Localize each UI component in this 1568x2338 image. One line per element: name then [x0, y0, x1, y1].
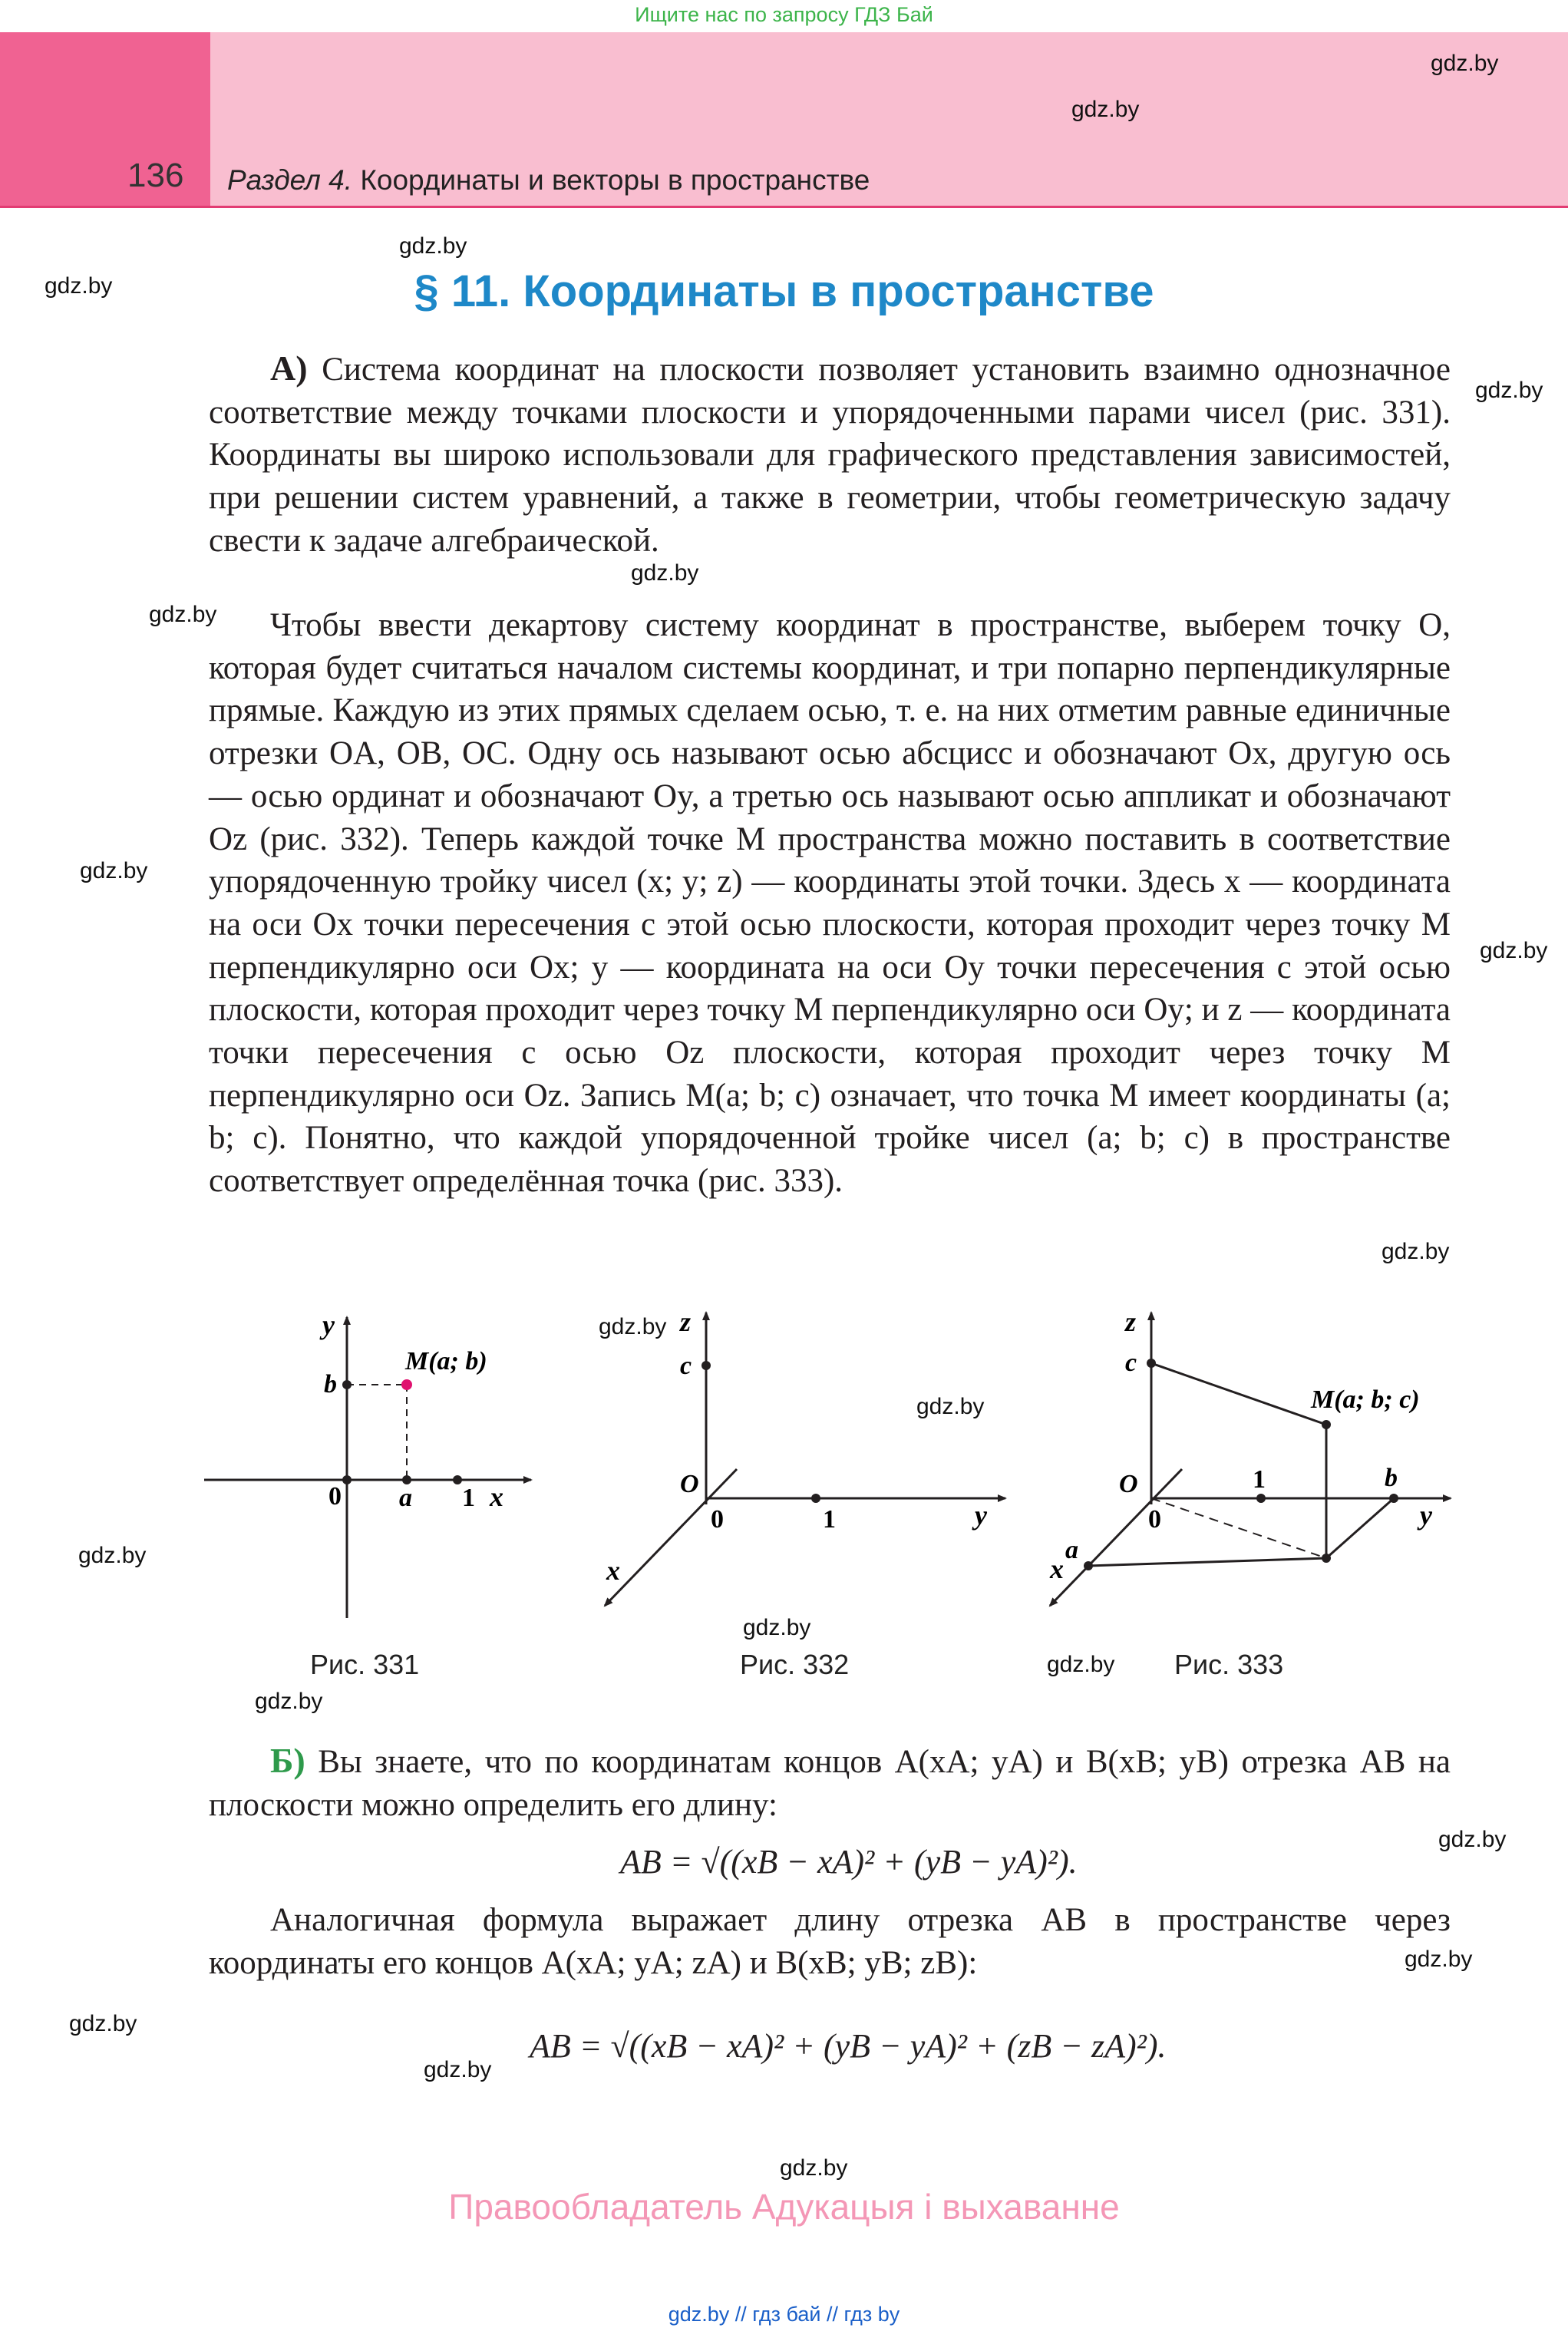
part-b-text-1: Вы знаете, что по координатам концов A(xA; yA) и B(xB; yB) отрезка AB на плоскости можно определить его длину: [209, 1744, 1451, 1823]
watermark: gdz.by [45, 273, 113, 299]
c-to-m-line [1151, 1363, 1326, 1425]
point-a [1084, 1561, 1093, 1570]
y-label: y [975, 1500, 987, 1531]
unit-point [811, 1494, 820, 1503]
b-label: b [324, 1370, 337, 1399]
figure-332-caption: Рис. 332 [740, 1649, 850, 1680]
watermark: gdz.by [1438, 1827, 1507, 1852]
watermark: gdz.by [424, 2057, 492, 2082]
one-label: 1 [823, 1505, 836, 1534]
y-label: y [1420, 1500, 1432, 1531]
watermark: gdz.by [1405, 1947, 1473, 1972]
part-a-paragraph-1 [209, 347, 1451, 563]
m-label: M(a; b) [405, 1347, 487, 1375]
point-m [401, 1379, 412, 1390]
watermark: gdz.by [1431, 51, 1499, 76]
figure-333 [1036, 1305, 1458, 1612]
o-label: O [1119, 1470, 1138, 1498]
point-c [701, 1361, 711, 1370]
watermark: gdz.by [780, 2155, 848, 2181]
watermark: gdz.by [80, 858, 148, 883]
watermark: gdz.by [78, 1543, 147, 1568]
watermark: gdz.by [743, 1615, 811, 1640]
unit-point [453, 1475, 462, 1484]
x-label: x [606, 1555, 620, 1586]
z-label: z [1125, 1306, 1137, 1337]
part-b-paragraph-1 [209, 1739, 1451, 1826]
x-axis [605, 1469, 737, 1606]
watermark: gdz.by [1381, 1239, 1450, 1264]
part-a-marker: А) [270, 348, 308, 388]
part-a-text-1: Система координат на плоскости позволяет установить взаимно однозначное соответствие между точками плоскости и упорядоченными парами чисел (рис. 331). Координаты вы широко использовали для графического представления зависимостей, при решении систем уравнений, а также в геометрии, чтобы геометрическую задачу свести к задаче алгебраической. [209, 352, 1451, 559]
origin-diagonal [1151, 1498, 1326, 1558]
section-heading: § 11. Координаты в пространстве [414, 266, 1154, 316]
watermark: gdz.by [631, 560, 699, 586]
page-number: 136 [127, 157, 184, 194]
running-header [227, 164, 870, 196]
watermark: gdz.by [1071, 97, 1140, 122]
copyright-holder: Правообладатель Адукацыя і выхаванне [448, 2187, 1120, 2227]
c-label: c [1125, 1349, 1137, 1377]
figure-332 [591, 1305, 1013, 1612]
watermark: gdz.by [916, 1394, 985, 1419]
m-label: M(a; b; c) [1311, 1385, 1420, 1414]
o-label: O [680, 1470, 699, 1498]
x-label: x [490, 1481, 503, 1512]
figure-331-caption: Рис. 331 [310, 1649, 420, 1680]
bottom-links[interactable]: gdz.by // гдз бай // гдз by [668, 2303, 900, 2326]
y-label: y [322, 1309, 335, 1340]
origin-point [342, 1475, 352, 1484]
figure-331 [201, 1305, 539, 1627]
b-to-base-line [1326, 1498, 1394, 1558]
watermark: gdz.by [1480, 938, 1548, 963]
header-divider [0, 206, 1568, 208]
watermark: gdz.by [69, 2011, 137, 2036]
origin-label: 0 [328, 1482, 342, 1511]
part-a-paragraph-2: Чтобы ввести декартову систему координат в пространстве, выберем точку O, которая будет считаться началом системы координат, и три попарно перпендикулярные прямые. Каждую из этих прямых сделаем осью, т. е. на них отметим равные единичные отрезки OA, OB, OC. Одну ось называют осью абсцисс и обозначают Ox, другую ось — осью ординат и обозначают Oy, а третью ось называют осью аппликат и обозначают Oz (рис. 332). Теперь каждой точке M пространства можно поставить в соответствие упорядоченную тройку чисел (x; y; z) — координаты этой точки. Здесь x — координата на оси Ox точки пересечения с этой осью плоскости, которая проходит через точку M перпендикулярно оси Ox; y — координата на оси Oy точки пересечения с этой осью плоскости, которая проходит через точку M перпендикулярно оси Oy; и z — координата точки пересечения с осью Oz плоскости, которая проходит через точку M перпендикулярно оси Oz. Запись M(a; b; c) означает, что точка M имеет координаты (a; b; c). Понятно, что каждой упорядоченной тройке чисел (a; b; c) в пространстве соответствует определённая точка (рис. 333). [209, 607, 1451, 1200]
a-label: a [399, 1484, 412, 1512]
one-label: 1 [1253, 1465, 1266, 1494]
distance-formula-plane: AB = √((xB − xA)² + (yB − yA)²). [620, 1843, 1078, 1881]
watermark: gdz.by [1475, 378, 1543, 403]
section-title: Координаты и векторы в пространстве [360, 164, 870, 196]
base-point [1322, 1554, 1331, 1563]
section-label: Раздел 4. [227, 164, 353, 196]
z-label: z [680, 1306, 692, 1337]
watermark: gdz.by [1047, 1652, 1115, 1677]
part-b-paragraph-2: Аналогичная формула выражает длину отрезка AB в пространстве через координаты его концов A(xA; yA; zA) и B(xB; yB; zB): [209, 1902, 1451, 1981]
a-to-base-line [1088, 1558, 1326, 1566]
a-label: a [1065, 1536, 1078, 1564]
point-m [1322, 1420, 1331, 1429]
x-label: x [1050, 1554, 1064, 1584]
figure-333-caption: Рис. 333 [1174, 1649, 1284, 1680]
watermark: gdz.by [599, 1314, 667, 1339]
one-label: 1 [462, 1484, 475, 1512]
distance-formula-space: AB = √((xB − xA)² + (yB − yA)² + (zB − zA)²). [530, 2027, 1167, 2065]
point-c [1147, 1359, 1156, 1368]
watermark: gdz.by [399, 233, 467, 259]
b-label: b [1385, 1464, 1398, 1492]
zero-label: 0 [1148, 1505, 1161, 1534]
zero-label: 0 [711, 1505, 724, 1534]
part-b-marker: Б) [270, 1741, 305, 1780]
c-label: c [680, 1352, 692, 1380]
point-b [342, 1380, 352, 1389]
watermark: gdz.by [149, 602, 217, 627]
unit-point [1256, 1494, 1266, 1503]
point-b [1389, 1494, 1398, 1503]
watermark: gdz.by [255, 1689, 323, 1714]
top-search-banner[interactable]: Ищите нас по запросу ГДЗ Бай [635, 3, 933, 26]
